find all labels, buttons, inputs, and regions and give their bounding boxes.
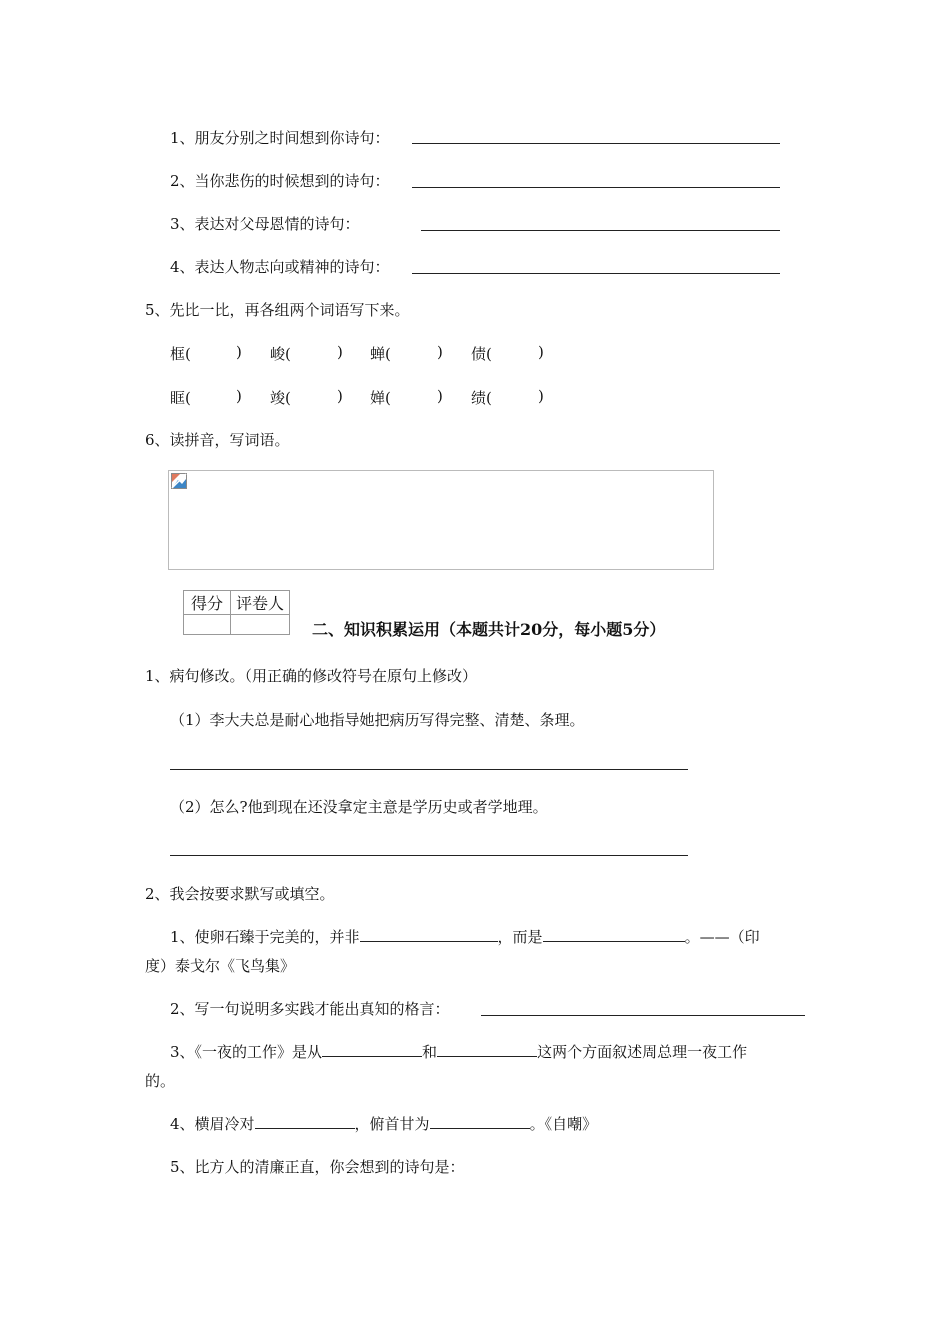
char-group: 竣( — [270, 389, 291, 407]
fill-blank[interactable] — [430, 1114, 530, 1129]
char-group: 框( — [170, 345, 191, 363]
score-table — [183, 590, 290, 635]
poem-question-label: 2、当你悲伤的时候想到的诗句： — [170, 172, 390, 190]
fill-blank[interactable] — [543, 927, 685, 942]
poem-question-4 — [170, 257, 390, 277]
poem-question-3 — [170, 214, 360, 234]
section-2-title: 二、知识积累运用（本题共计20分，每小题5分） — [312, 620, 666, 639]
question-6-title: 6、读拼音，写词语。 — [145, 431, 290, 449]
fill-item-3-cont: 的。 — [145, 1072, 176, 1090]
score-cell[interactable] — [184, 615, 231, 635]
s2-question-2-title: 2、我会按要求默写或填空。 — [145, 885, 335, 903]
fill-blank[interactable] — [437, 1042, 537, 1057]
fill-text: 3、《一夜的工作》是从 — [170, 1043, 323, 1061]
poem-question-2 — [170, 171, 390, 191]
fill-text: 。《自嘲》 — [529, 1115, 598, 1133]
close-paren: ) — [337, 343, 343, 361]
close-paren: ) — [538, 343, 544, 361]
fill-text: ，俯首甘为 — [354, 1115, 430, 1133]
poem-question-1 — [170, 128, 390, 148]
answer-line[interactable] — [421, 230, 780, 231]
fill-text: 1、使卵石臻于完美的，并非 — [170, 928, 360, 946]
char-group: 债( — [471, 345, 492, 363]
char-compare-row-2 — [0, 387, 950, 409]
close-paren: ) — [437, 387, 443, 405]
fill-text: 这两个方面叙述周总理一夜工作 — [537, 1043, 748, 1061]
fill-item-5: 5、比方人的清廉正直，你会想到的诗句是： — [170, 1158, 465, 1176]
s2-question-1-title: 1、病句修改。（用正确的修改符号在原句上修改） — [145, 667, 478, 685]
s2-question-1-item-2: （2）怎么?他到现在还没拿定主意是学历史或者学地理。 — [170, 798, 548, 816]
close-paren: ) — [437, 343, 443, 361]
fill-text: 和 — [422, 1043, 438, 1061]
fill-item-1-cont: 度）泰戈尔《飞鸟集》 — [145, 957, 296, 975]
answer-line[interactable] — [412, 187, 780, 188]
fill-text: ，而是 — [497, 928, 543, 946]
close-paren: ) — [236, 387, 242, 405]
answer-line[interactable] — [170, 769, 688, 770]
poem-question-label: 1、朋友分别之时间想到你诗句： — [170, 129, 390, 147]
char-compare-row-1 — [0, 343, 950, 365]
fill-blank[interactable] — [255, 1114, 355, 1129]
fill-item-2 — [170, 999, 450, 1019]
char-group: 峻( — [270, 345, 291, 363]
fill-blank[interactable] — [322, 1042, 422, 1057]
close-paren: ) — [538, 387, 544, 405]
score-header: 得分 — [184, 591, 231, 615]
fill-item-4 — [170, 1114, 597, 1134]
fill-item-1 — [170, 927, 760, 947]
answer-line[interactable] — [170, 855, 688, 856]
s2-question-1-item-1: （1）李大夫总是耐心地指导她把病历写得完整、清楚、条理。 — [170, 711, 585, 729]
fill-text: 。——（印 — [684, 928, 760, 946]
reviewer-cell[interactable] — [231, 615, 290, 635]
char-group: 眶( — [170, 389, 191, 407]
answer-line[interactable] — [412, 273, 780, 274]
close-paren: ) — [337, 387, 343, 405]
poem-question-label: 4、表达人物志向或精神的诗句： — [170, 258, 390, 276]
char-group: 绩( — [471, 389, 492, 407]
fill-text: 4、横眉冷对 — [170, 1115, 255, 1133]
broken-image-icon — [171, 473, 187, 489]
fill-item-3 — [170, 1042, 747, 1062]
char-group: 蝉( — [370, 345, 391, 363]
pinyin-image-placeholder — [168, 470, 714, 570]
poem-question-label: 3、表达对父母恩情的诗句： — [170, 215, 360, 233]
fill-blank[interactable] — [360, 927, 498, 942]
question-5-title: 5、先比一比，再各组两个词语写下来。 — [145, 301, 410, 319]
answer-line[interactable] — [481, 1015, 805, 1016]
fill-text: 2、写一句说明多实践才能出真知的格言： — [170, 1000, 450, 1018]
char-group: 婵( — [370, 389, 391, 407]
close-paren: ) — [236, 343, 242, 361]
reviewer-header: 评卷人 — [231, 591, 290, 615]
answer-line[interactable] — [412, 143, 780, 144]
